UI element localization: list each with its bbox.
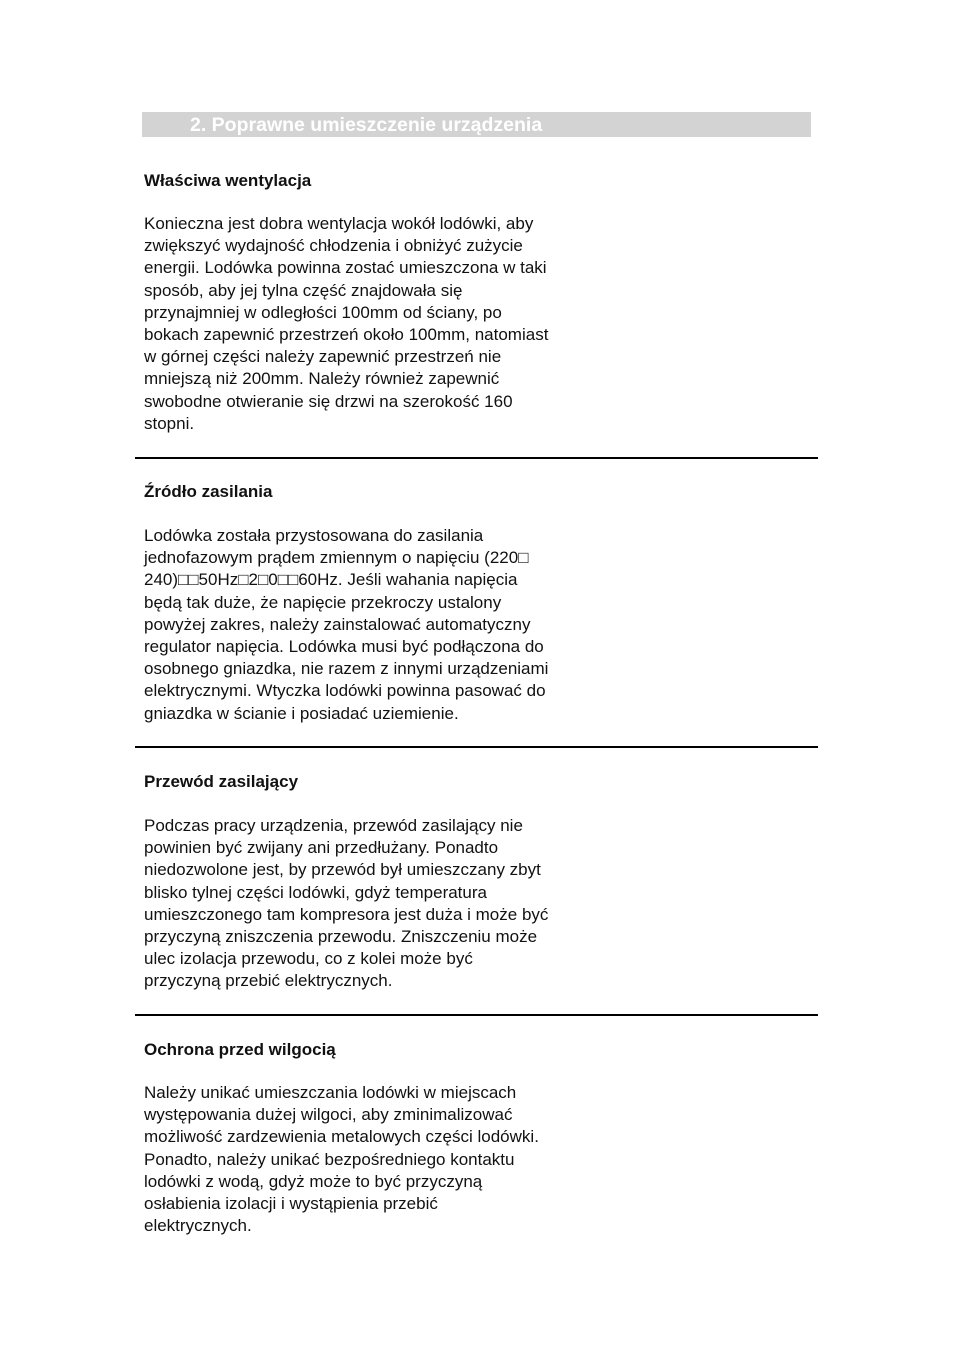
text-line: przyczyną przebić elektrycznych. [144,971,393,991]
text-line: umieszczonego tam kompresora jest duża i może być [144,904,549,924]
section-body-power-source [144,525,624,725]
text-line: elektrycznych. [144,1216,252,1236]
section-title-ventilation: Właściwa wentylacja [144,171,312,190]
text-line: Ponadto, należy unikać bezpośredniego kontaktu [144,1149,515,1169]
section-title-power-cord: Przewód zasilający [144,772,299,791]
text-line: stopni. [144,413,195,433]
section-title-power-source: Źródło zasilania [144,482,273,501]
text-line: przynajmniej w odległości 100mm od ściany, po [144,302,502,322]
text-line: regulator napięcia. Lodówka musi być podłączona do [144,637,544,657]
text-line: lodówki z wodą, gdyż może to być przyczyną [144,1171,483,1191]
text-line: sposób, aby jej tylna część znajdowała się [144,280,463,300]
text-line: elektrycznymi. Wtyczka lodówki powinna pasować do [144,681,546,701]
text-line: występowania dużej wilgoci, aby zminimalizować [144,1105,513,1125]
text-line: gniazdka w ścianie i posiadać uziemienie. [144,703,459,723]
text-line: zwiększyć wydajność chłodzenia i obniżyć zużycie [144,236,523,256]
text-line: przyczyną zniszczenia przewodu. Zniszczeniu może [144,927,538,947]
section-divider [135,457,818,459]
page-title: 2. Poprawne umieszczenie urządzenia [190,114,543,136]
text-line: jednofazowym prądem zmiennym o napięciu (220□ [144,548,529,568]
section-body-power-cord [144,815,624,993]
text-line: bokach zapewnić przestrzeń około 100mm, natomiast [144,325,549,345]
text-line: energii. Lodówka powinna zostać umieszczona w taki [144,258,547,278]
text-line: w górnej części należy zapewnić przestrzeń nie [144,347,502,367]
text-line: Podczas pracy urządzenia, przewód zasilający nie [144,816,523,835]
text-line: mniejszą niż 200mm. Należy również zapewnić [144,369,500,389]
text-line: swobodne otwieranie się drzwi na szerokość 160 [144,391,513,411]
text-line: niedozwolone jest, by przewód był umieszczany zbyt [144,860,541,880]
text-line: możliwość zardzewienia metalowych części lodówki. [144,1127,539,1147]
section-divider [135,746,818,748]
section-heading-bar [142,112,811,137]
text-line: Lodówka została przystosowana do zasilania [144,526,484,545]
text-line: powinien być zwijany ani przedłużany. Ponadto [144,838,499,858]
text-line: będą tak duże, że napięcie przekroczy ustalony [144,592,502,612]
section-title-moisture-protection: Ochrona przed wilgocią [144,1040,336,1059]
section-divider [135,1014,818,1016]
text-line: osobnego gniazdka, nie razem z innymi urządzeniami [144,659,549,679]
section-body-ventilation [144,213,624,435]
text-line: Należy unikać umieszczania lodówki w miejscach [144,1083,517,1102]
section-body-moisture-protection [144,1082,624,1237]
text-line: 240)□□50Hz□2□0□□60Hz. Jeśli wahania napięcia [144,570,518,590]
text-line: Konieczna jest dobra wentylacja wokół lodówki, aby [144,214,534,233]
text-line: blisko tylnej części lodówki, gdyż temperatura [144,882,487,902]
text-line: ulec izolacja przewodu, co z kolei może być [144,949,473,969]
text-line: powyżej zakres, należy zainstalować automatyczny [144,614,531,634]
text-line: osłabienia izolacji i wystąpienia przebić [144,1194,438,1214]
